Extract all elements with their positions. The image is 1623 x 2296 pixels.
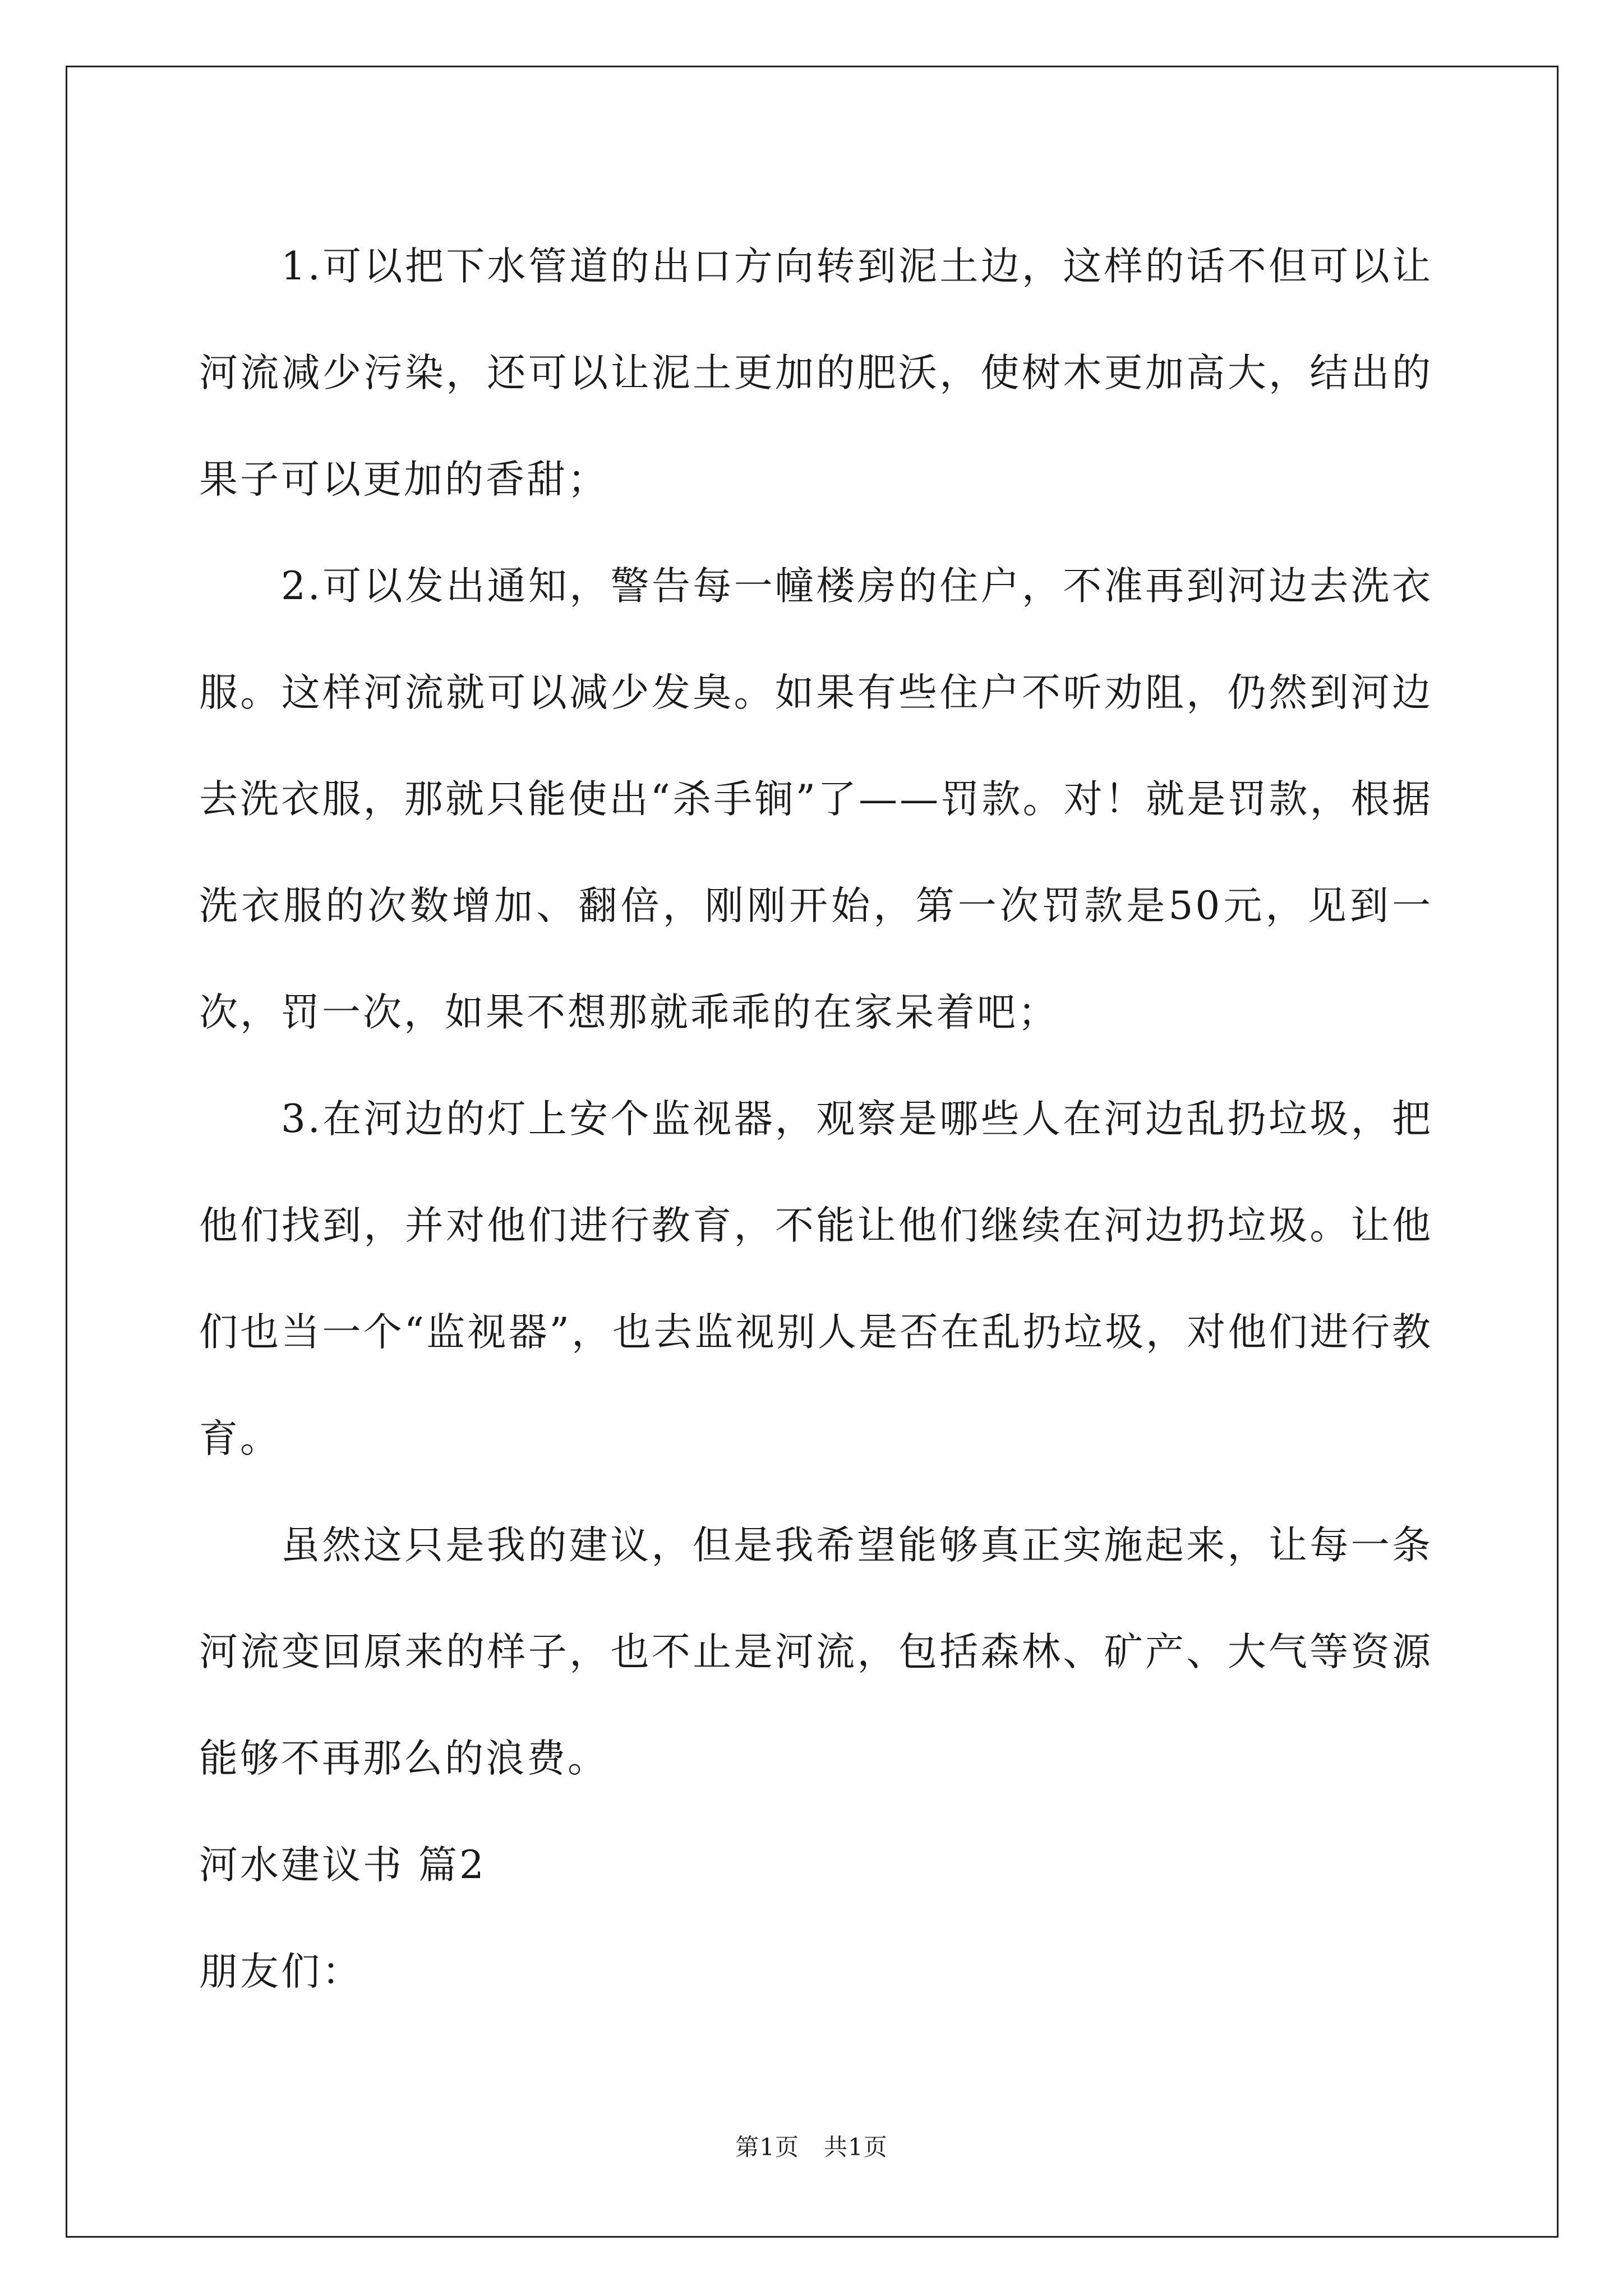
section-heading: 河水建议书 篇2 <box>199 1843 486 1888</box>
paragraph-suggestion-1: 1.可以把下水管道的出口方向转到泥土边，这样的话不但可以让河流减少污染，还可以让泥土更加的肥沃，使树木更加高大，结出的果子可以更加的香甜； <box>199 244 1433 502</box>
paragraph-suggestion-3: 3.在河边的灯上安个监视器，观察是哪些人在河边乱扔垃圾，把他们找到，并对他们进行教育，不能让他们继续在河边扔垃圾。让他们也当一个“监视器”，也去监视别人是否在乱扔垃圾，对他们进行教育。 <box>199 1097 1433 1461</box>
document-body <box>199 213 1433 2025</box>
total-page-count: 共1页 <box>824 2133 888 2161</box>
current-page-number: 第1页 <box>735 2133 799 2161</box>
page-footer <box>0 2129 1623 2162</box>
paragraph-conclusion: 虽然这只是我的建议，但是我希望能够真正实施起来，让每一条河流变回原来的样子，也不止是河流，包括森林、矿产、大气等资源能够不再那么的浪费。 <box>199 1523 1433 1781</box>
salutation: 朋友们： <box>199 1949 363 1994</box>
paragraph-suggestion-2: 2.可以发出通知，警告每一幢楼房的住户，不准再到河边去洗衣服。这样河流就可以减少发臭。如果有些住户不听劝阻，仍然到河边去洗衣服，那就只能使出“杀手锏”了——罚款。对！就是罚款，根据洗衣服的次数增加、翻倍，刚刚开始，第一次罚款是50元，见到一次，罚一次，如果不想那就乖乖的在家呆着吧； <box>199 564 1433 1035</box>
